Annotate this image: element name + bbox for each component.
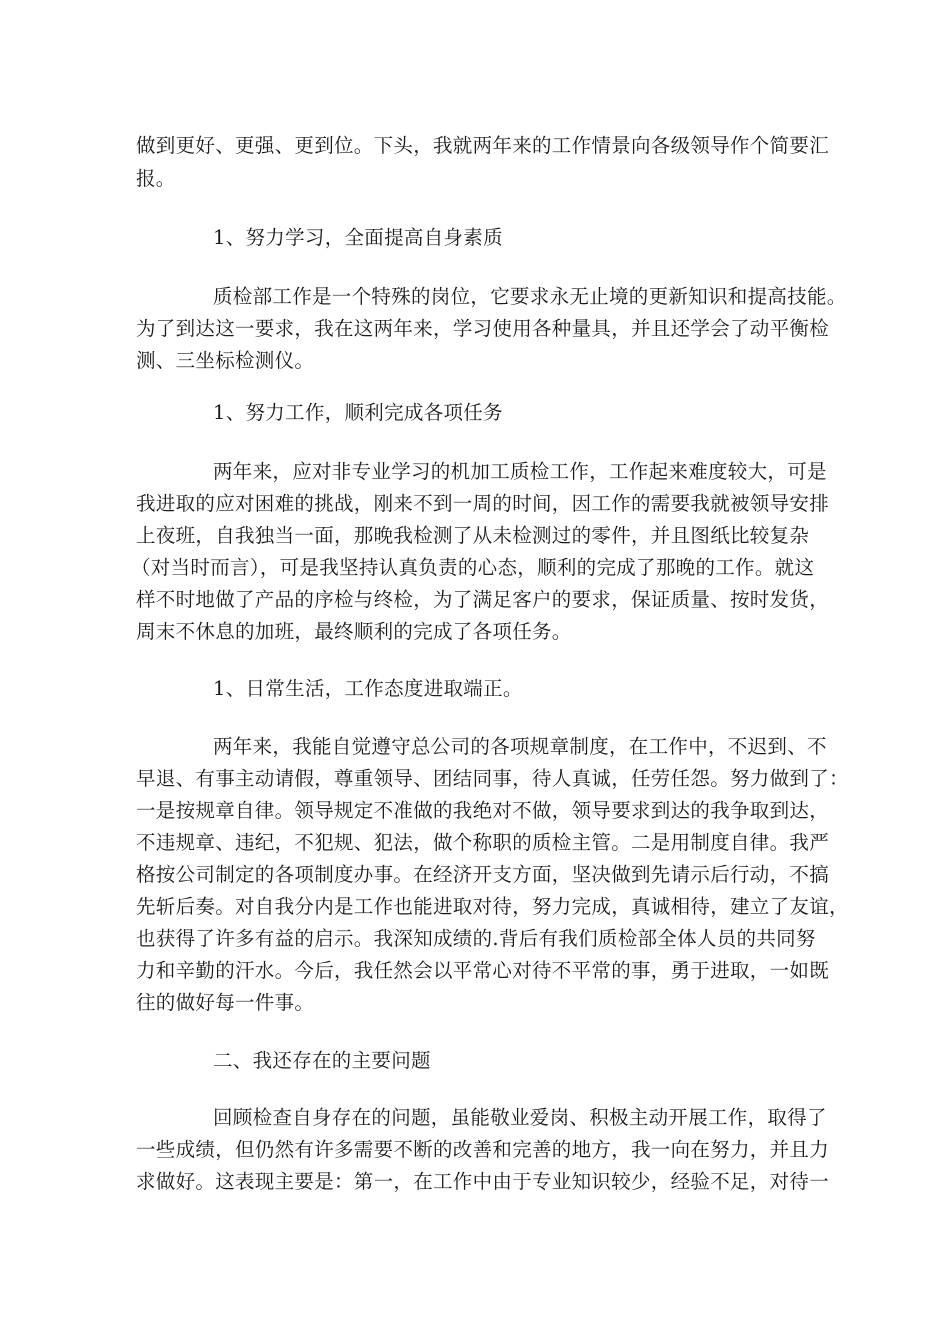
text-line: 格按公司制定的各项制度办事。在经济开支方面，坚决做到先请示后行动，不搞 — [136, 863, 830, 886]
text-line: 也获得了许多有益的启示。我深知成绩的.背后有我们质检部全体人员的共同努 — [136, 927, 816, 950]
text-line: 早退、有事主动请假，尊重领导、团结同事，待人真诚，任劳任怨。努力做到了： — [136, 767, 849, 790]
text-line: 周末不休息的加班，最终顺利的完成了各项任务。 — [136, 620, 572, 643]
text-line: 回顾检查自身存在的问题，虽能敬业爱岗、积极主动开展工作，取得了 — [213, 1106, 827, 1129]
section-heading: 1、努力工作，顺利完成各项任务 — [213, 401, 503, 424]
text-line: 上夜班，自我独当一面，那晚我检测了从未检测过的零件，并且图纸比较复杂 — [136, 524, 810, 547]
text-line: 样不时地做了产品的序检与终检，为了满足客户的要求，保证质量、按时发货， — [136, 588, 830, 611]
text-line: 一些成绩，但仍然有许多需要不断的改善和完善的地方，我一向在努力，并且力 — [136, 1138, 830, 1161]
section-heading: 1、努力学习，全面提高自身素质 — [213, 226, 503, 249]
text-line: 先斩后奏。对自我分内是工作也能进取对待，努力完成，真诚相待，建立了友谊， — [136, 895, 849, 918]
text-line: （对当时而言），可是我坚持认真负责的心态，顺利的完成了那晚的工作。就这 — [131, 556, 815, 579]
text-line: 我进取的应对困难的挑战，刚来不到一周的时间，因工作的需要我就被领导安排 — [136, 492, 830, 515]
text-line: 两年来，应对非专业学习的机加工质检工作，工作起来难度较大，可是 — [213, 460, 827, 483]
text-line: 测、三坐标检测仪。 — [136, 349, 315, 372]
text-line: 求做好。这表现主要是：第一，在工作中由于专业知识较少，经验不足，对待一 — [136, 1170, 830, 1193]
section-heading: 二、我还存在的主要问题 — [213, 1049, 431, 1072]
text-line: 为了到达这一要求，我在这两年来，学习使用各种量具，并且还学会了动平衡检 — [136, 317, 830, 340]
text-line: 质检部工作是一个特殊的岗位，它要求永无止境的更新知识和提高技能。 — [213, 285, 847, 308]
text-line: 不违规章、违纪，不犯规、犯法，做个称职的质检主管。二是用制度自律。我严 — [136, 831, 830, 854]
text-line: 做到更好、更强、更到位。下头，我就两年来的工作情景向各级领导作个简要汇 — [136, 134, 830, 157]
text-line: 往的做好每一件事。 — [136, 991, 315, 1014]
text-line: 一是按规章自律。领导规定不准做的我绝对不做，领导要求到达的我争取到达， — [136, 799, 830, 822]
text-line: 两年来，我能自觉遵守总公司的各项规章制度，在工作中，不迟到、不 — [213, 735, 827, 758]
section-heading: 1、日常生活，工作态度进取端正。 — [213, 677, 523, 700]
text-line: 报。 — [136, 167, 176, 190]
text-line: 力和辛勤的汗水。今后，我任然会以平常心对待不平常的事，勇于进取，一如既 — [136, 959, 830, 982]
